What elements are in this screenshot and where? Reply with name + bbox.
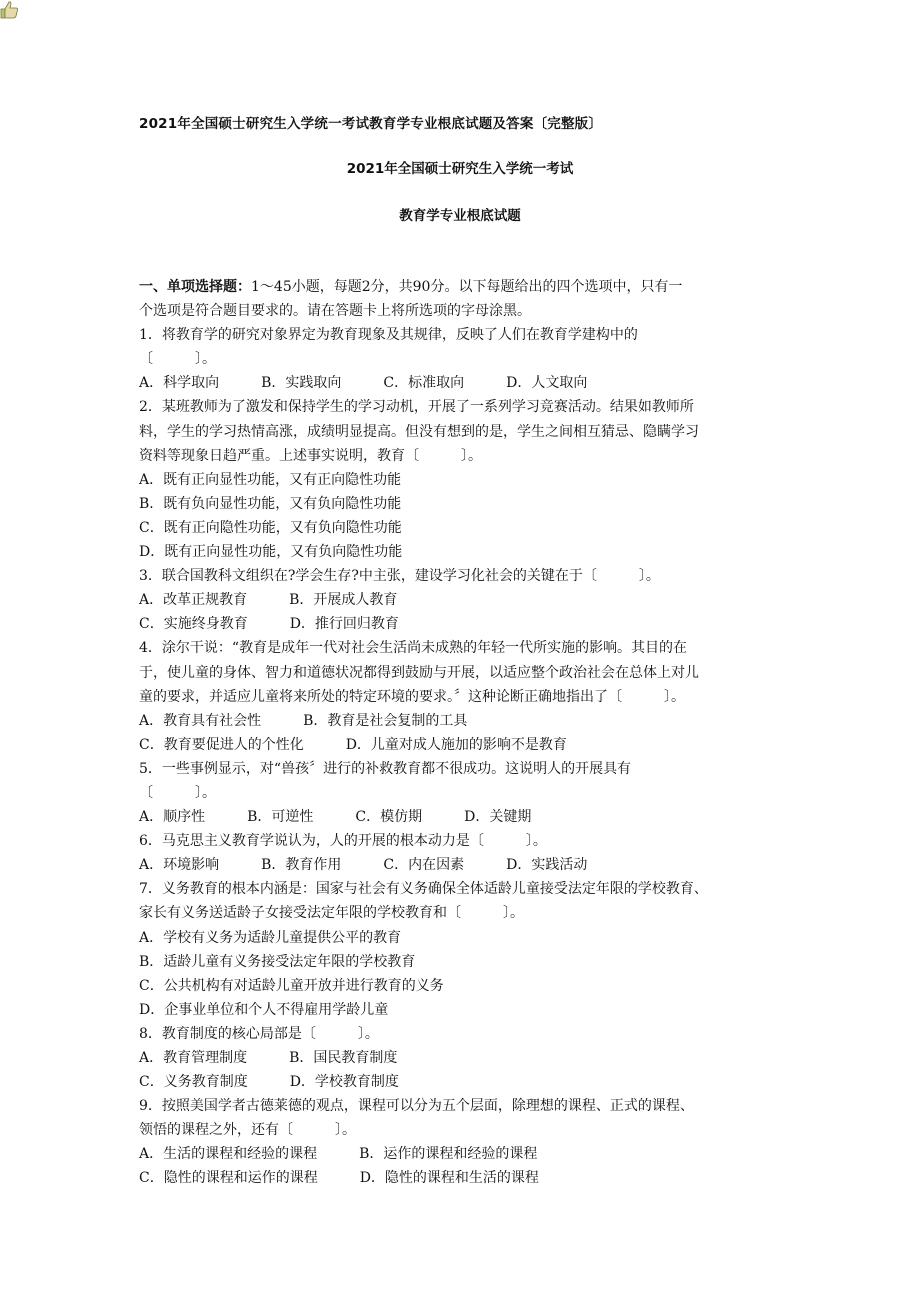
question-lines — [139, 323, 781, 1190]
answer-option-line: A．环境影响 B．教育作用 C．内在因素 D．实践活动 — [139, 857, 588, 874]
question-text-line: 童的要求，并适应儿童将来所处的特定环境的要求。〞这种论断正确地指出了〔 〕。 — [139, 688, 685, 705]
answer-option-line: C．教育要促进人的个性化 D．儿童对成人施加的影响不是教育 — [139, 736, 567, 753]
answer-option-line: B．既有负向显性功能，又有负向隐性功能 — [139, 495, 402, 512]
section-intro — [139, 275, 781, 299]
section-intro-text: 1～45小题，每题2分，共90分。以下每题给出的四个选项中，只有一 — [251, 279, 683, 295]
question-stem: 9．按照美国学者古德莱德的观点，课程可以分为五个层面，除理想的课程、正式的课程、 — [139, 1098, 694, 1115]
answer-option-line: A．学校有义务为适龄儿童提供公平的教育 — [139, 929, 402, 946]
exam-heading: 2021年全国硕士研究生入学统一考试 — [346, 161, 574, 177]
question-text-line: 领悟的课程之外，还有〔 〕。 — [139, 1122, 356, 1139]
question-stem: 7．义务教育的根本内涵是：国家与社会有义务确保全体适龄儿童接受法定年限的学校教育、 — [139, 881, 708, 898]
question-stem: 2．某班教师为了激发和保持学生的学习动机，开展了一系列学习竞赛活动。结果如教师所 — [139, 399, 694, 416]
question-body — [139, 275, 781, 1191]
answer-option-line: C．隐性的课程和运作的课程 D．隐性的课程和生活的课程 — [139, 1170, 539, 1187]
answer-option-line: D．企事业单位和个人不得雇用学龄儿童 — [139, 1001, 389, 1018]
question-stem: 4．涂尔干说：“教育是成年一代对社会生活尚未成熟的年轻一代所实施的影响。其目的在 — [139, 640, 688, 657]
answer-option-line: C．义务教育制度 D．学校教育制度 — [139, 1074, 399, 1091]
question-text-line: 料，学生的学习热情高涨，成绩明显提高。但没有想到的是，学生之间相互猜忌、隐瞒学习 — [139, 423, 699, 440]
answer-option-line: C．实施终身教育 D．推行回归教育 — [139, 616, 399, 633]
answer-option-line: A．教育管理制度 B．国民教育制度 — [139, 1050, 398, 1066]
section-label: 一、单项选择题： — [139, 279, 251, 295]
answer-option-line: A．改革正规教育 B．开展成人教育 — [139, 592, 398, 609]
question-stem: 6．马克思主义教育学说认为，人的开展的根本动力是〔 〕。 — [139, 833, 547, 850]
question-text-line: 〔 〕。 — [139, 784, 216, 801]
document-title: 2021年全国硕士研究生入学统一考试教育学专业根底试题及答案〔完整版〕 — [139, 116, 603, 132]
answer-option-line: A．科学取向 B．实践取向 C．标准取向 D．人文取向 — [139, 375, 588, 392]
question-stem: 5．一些事例显示，对“兽孩〞进行的补救教育都不很成功。这说明人的开展具有 — [139, 760, 632, 777]
question-text-line: 资料等现象日趋严重。上述事实说明，教育〔 〕。 — [139, 447, 482, 464]
answer-option-line: A．生活的课程和经验的课程 B．运作的课程和经验的课程 — [139, 1146, 538, 1163]
answer-option-line: A．顺序性 B．可逆性 C．模仿期 D．关键期 — [139, 809, 532, 826]
answer-option-line: D．既有正向显性功能，又有负向隐性功能 — [139, 544, 403, 561]
thumbs-up-icon — [0, 0, 20, 20]
question-stem: 1．将教育学的研究对象界定为教育现象及其规律，反映了人们在教育学建构中的 — [139, 327, 638, 344]
question-stem: 8．教育制度的核心局部是〔 〕。 — [139, 1025, 379, 1042]
question-text-line: 家长有义务送适龄子女接受法定年限的学校教育和〔 〕。 — [139, 905, 524, 922]
section-intro-continued: 个选项是符合题目要求的。请在答题卡上将所选项的字母涂黑。 — [139, 303, 531, 320]
answer-option-line: B．适龄儿童有义务接受法定年限的学校教育 — [139, 953, 416, 970]
answer-option-line: C．公共机构有对适龄儿童开放并进行教育的义务 — [139, 977, 444, 994]
answer-option-line: C．既有正向隐性功能，又有负向隐性功能 — [139, 519, 402, 536]
question-text-line: 于，使儿童的身体、智力和道德状况都得到鼓励与开展，以适应整个政治社会在总体上对儿 — [139, 664, 699, 681]
question-stem: 3．联合国教科文组织在?学会生存?中主张，建设学习化社会的关键在于〔 〕。 — [139, 568, 660, 585]
answer-option-line: A．既有正向显性功能，又有正向隐性功能 — [139, 471, 402, 488]
exam-subject-heading: 教育学专业根底试题 — [399, 208, 521, 224]
answer-option-line: A．教育具有社会性 B．教育是社会复制的工具 — [139, 712, 468, 729]
question-text-line: 〔 〕。 — [139, 351, 216, 368]
